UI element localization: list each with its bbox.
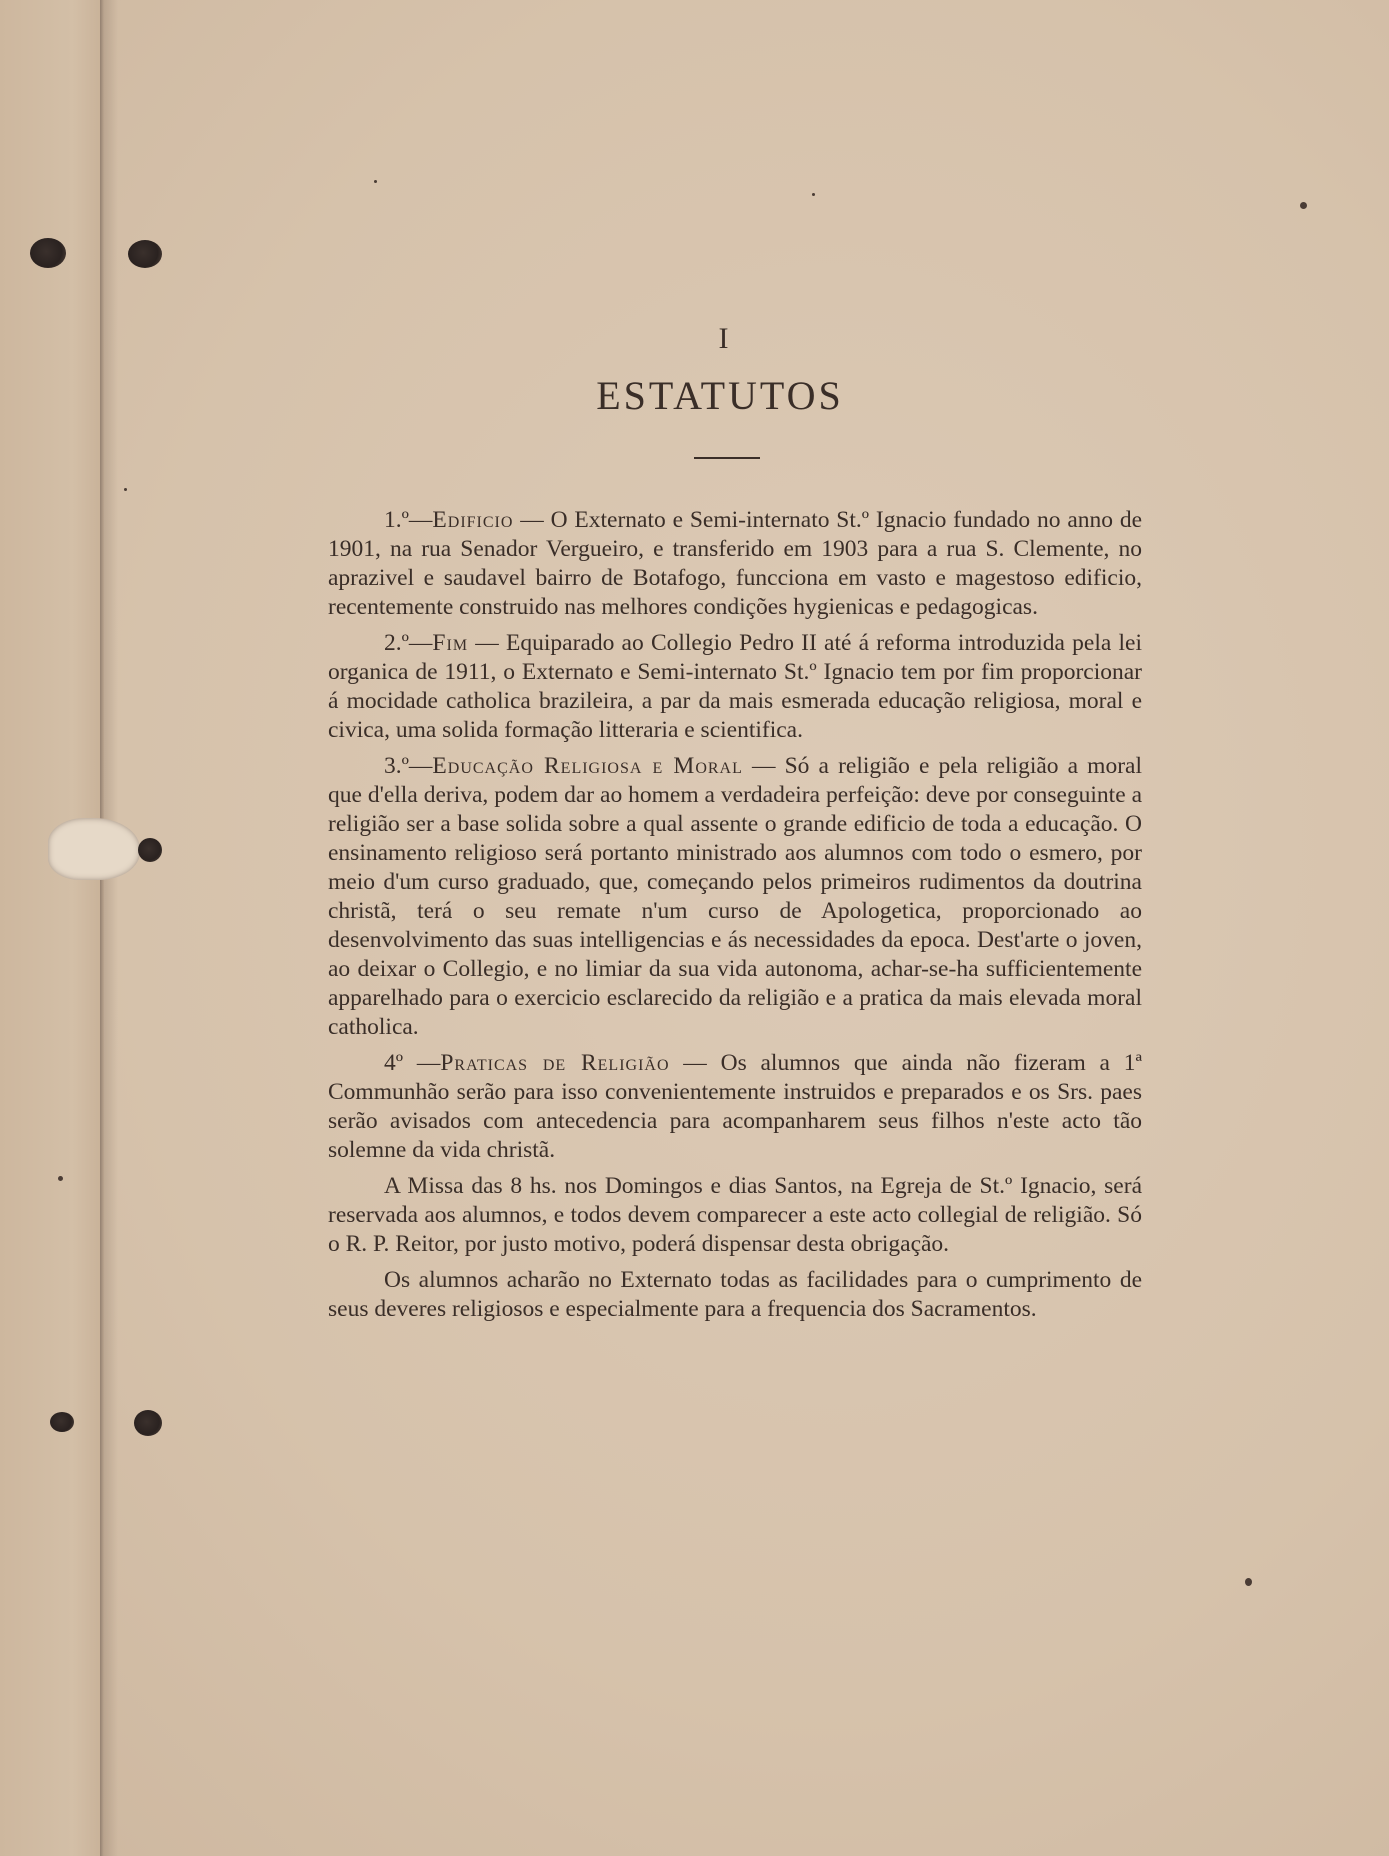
paragraph-number: 1.º— [384,507,433,533]
section-numeral: I [718,322,730,355]
paragraph-number: 2.º— [384,630,433,656]
statutes-body [328,506,1142,1331]
paragraph-separator: — [669,1050,721,1076]
paragraph-edificio [328,506,1142,622]
paragraph-educacao [328,752,1142,1042]
paragraph-text: O Externato e Semi-internato St.º Ignacio fundado no anno de 1901, na rua Senador Vergueiro, e transferido em 1903 para a rua S. Clemente, no aprazivel e saudavel bairro de Botafogo, funcciona em vasto e magestoso edificio, recentemente construido nas melhores condições hygienicas e pedagogicas. [328,507,1142,620]
ink-speck [1300,202,1307,209]
torn-paper-patch [48,818,140,880]
binding-hole-top-right [128,240,162,268]
binding-hole-bottom-left [50,1412,74,1432]
paragraph-label: Fim [432,630,469,656]
paragraph-separator: — [468,630,506,656]
title-rule [694,457,760,459]
ink-speck [812,193,815,196]
paragraph-text: Equiparado ao Collegio Pedro II até á reforma introduzida pela lei organica de 1911, o Externato e Semi-internato St.º Ignacio tem por fim proporcionar á mocidade catholica brazileira, a par da mais esmerada educação religiosa, moral e civica, uma solida formação litteraria e scientifica. [328,630,1142,743]
paragraph-separator: — [742,753,785,779]
paragraph-label: Educação Religiosa e Moral [432,753,743,779]
paragraph-text: Os alumnos que ainda não fizeram a 1ª Communhão serão para isso convenientemente instruidos e preparados e os Srs. paes serão avisados com antecedencia para acompanharem seus filhos n'este acto tão solemne da vida christã. [328,1050,1142,1163]
ink-speck [124,488,127,491]
binding-hole-bottom-right [134,1410,162,1436]
paragraph-number: 4º — [384,1050,441,1076]
paragraph-praticas [328,1049,1142,1165]
paragraph-facilidades [328,1266,1142,1324]
paragraph-text: Só a religião e pela religião a moral que d'ella deriva, podem dar ao homem a verdadeira perfeição: deve por conseguinte a religião ser a base solida sobre a qual assente o grande edificio de toda a educação. O ensinamento religioso será portanto ministrado aos alumnos com todo o esmero, por meio d'um curso graduado, que, começando pelos primeiros rudimentos da doutrina christã, terá o seu remate n'um curso de Apologetica, proporcionado ao desenvolvimento das suas intelligencias e ás necessidades da epoca. Dest'arte o joven, ao deixar o Collegio, e no limiar da sua vida autonoma, achar-se-ha sufficientemente apparelhado para o exercicio esclarecido da religião e a pratica da mais elevada moral catholica. [328,753,1142,1040]
paragraph-label: Edificio [432,507,514,533]
paragraph-text: Os alumnos acharão no Externato todas as facilidades para o cumprimento de seus deveres religiosos e especialmente para a frequencia dos Sacramentos. [328,1267,1142,1322]
ink-speck [58,1176,63,1181]
ink-speck [1245,1578,1252,1586]
ink-speck [374,180,377,183]
paragraph-fim [328,629,1142,745]
binding-hole-top-left [30,238,66,268]
binding-strip [0,0,104,1856]
paragraph-label: Praticas de Religião [440,1050,670,1076]
paragraph-number: 3.º— [384,753,433,779]
fold-shadow [104,0,118,1856]
paragraph-separator: — [513,507,551,533]
binding-hole-middle [138,838,162,862]
paragraph-text: A Missa das 8 hs. nos Domingos e dias Santos, na Egreja de St.º Ignacio, será reservada aos alumnos, e todos devem comparecer a este acto collegial de religião. Só o R. P. Reitor, por justo motivo, poderá dispensar desta obrigação. [328,1173,1142,1257]
paragraph-missa [328,1172,1142,1259]
section-title: ESTATUTOS [596,373,844,418]
